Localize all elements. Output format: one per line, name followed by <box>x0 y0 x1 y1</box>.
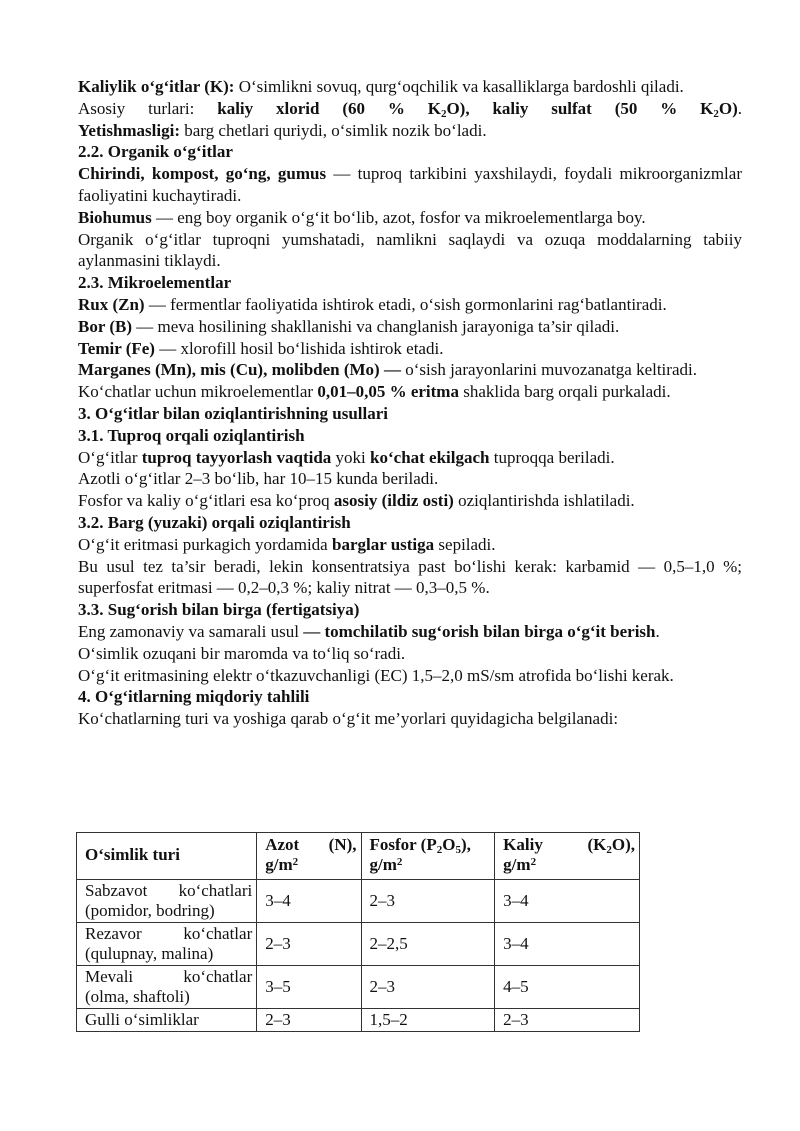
paragraph: O‘g‘it eritmasining elektr o‘tkazuvchanligi (EC) 1,5–2,0 mS/sm atrofida bo‘lishi kerak. <box>78 665 674 685</box>
paragraph: Marganes (Mn), mis (Cu), molibden (Mo) — o‘sish jarayonlarini muvozanatga keltiradi. <box>78 360 697 380</box>
cell-phosphorus: 2–2,5 <box>361 923 495 966</box>
table-row <box>77 880 640 923</box>
cell-plant-type: Rezavor ko‘chatlar (qulupnay, malina) <box>77 923 257 966</box>
cell-phosphorus: 2–3 <box>361 880 495 923</box>
paragraph: Chirindi, kompost, go‘ng, gumus — tuproq tarkibini yaxshilaydi, foydali mikroorganizmlar faoliyatini kuchaytiradi. <box>78 164 742 205</box>
table-row <box>77 923 640 966</box>
document-body <box>78 76 742 730</box>
cell-nitrogen: 2–3 <box>257 923 361 966</box>
cell-plant-type: Sabzavot ko‘chatlari (pomidor, bodring) <box>77 880 257 923</box>
paragraph: Bor (B) — meva hosilining shakllanishi va changlanish jarayoniga ta’sir qiladi. <box>78 316 620 336</box>
subsection-heading: 3.1. Tuproq orqali oziqlantirish <box>78 425 305 445</box>
paragraph: Fosfor va kaliy o‘g‘itlari esa ko‘proq asosiy (ildiz osti) oziqlantirishda ishlatiladi. <box>78 491 635 511</box>
paragraph: Ko‘chatlarning turi va yoshiga qarab o‘g‘it me’yorlari quyidagicha belgilanadi: <box>78 709 619 729</box>
cell-phosphorus: 2–3 <box>361 966 495 1009</box>
paragraph: Yetishmasligi: barg chetlari quriydi, o‘simlik nozik bo‘ladi. <box>78 120 487 140</box>
header-phosphorus: Fosfor $(P_2O_5)$, $g/m^2$ <box>361 833 495 880</box>
paragraph: Kaliylik o‘g‘itlar (K): O‘simlikni sovuq, qurg‘oqchilik va kasalliklarga bardoshli qiladi. <box>78 77 684 96</box>
fertilizer-rates-table <box>76 832 640 1032</box>
table-row <box>77 966 640 1009</box>
cell-potassium: 3–4 <box>495 923 640 966</box>
cell-potassium: 2–3 <box>495 1009 640 1032</box>
paragraph: Temir (Fe) — xlorofill hosil bo‘lishida ishtirok etadi. <box>78 338 444 358</box>
paragraph: Organik o‘g‘itlar tuproqni yumshatadi, namlikni saqlaydi va ozuqa moddalarning tabiiy aylanmasini tiklaydi. <box>78 229 742 271</box>
cell-nitrogen: 2–3 <box>257 1009 361 1032</box>
subsection-heading: 3.2. Barg (yuzaki) orqali oziqlantirish <box>78 512 351 532</box>
header-nitrogen: Azot (N), $g/m^2$ <box>257 833 361 880</box>
header-plant-type: O‘simlik turi <box>77 833 257 880</box>
paragraph: Asosiy turlari: kaliy xlorid (60 % $K_2O$), kaliy sulfat (50 % $K_2O$). <box>78 98 742 120</box>
paragraph: Bu usul tez ta’sir beradi, lekin konsentratsiya past bo‘lishi kerak: karbamid — 0,5–1,0 %; superfosfat eritmasi — 0,2–0,3 %; kaliy nitrat — 0,3–0,5 %. <box>78 556 742 598</box>
paragraph: Eng zamonaviy va samarali usul — tomchilatib sug‘orish bilan birga o‘g‘it berish. <box>78 621 660 641</box>
paragraph: Rux (Zn) — fermentlar faoliyatida ishtirok etadi, o‘sish gormonlarini rag‘batlantiradi. <box>78 294 667 314</box>
paragraph: O‘g‘it eritmasi purkagich yordamida barglar ustiga sepiladi. <box>78 534 496 554</box>
cell-nitrogen: 3–5 <box>257 966 361 1009</box>
paragraph: O‘g‘itlar tuproq tayyorlash vaqtida yoki ko‘chat ekilgach tuproqqa beriladi. <box>78 447 615 467</box>
header-potassium: Kaliy $(K_2O)$, $g/m^2$ <box>495 833 640 880</box>
paragraph: Biohumus — eng boy organik o‘g‘it bo‘lib, azot, fosfor va mikroelementlarga boy. <box>78 207 646 227</box>
cell-plant-type: Mevali ko‘chatlar (olma, shaftoli) <box>77 966 257 1009</box>
section-heading: 2.2. Organik o‘g‘itlar <box>78 142 233 162</box>
cell-plant-type: Gulli o‘simliklar <box>77 1009 257 1032</box>
cell-potassium: 4–5 <box>495 966 640 1009</box>
section-heading: 3. O‘g‘itlar bilan oziqlantirishning usullari <box>78 403 388 423</box>
paragraph: Azotli o‘g‘itlar 2–3 bo‘lib, har 10–15 kunda beriladi. <box>78 469 439 489</box>
paragraph: O‘simlik ozuqani bir maromda va to‘liq so‘radi. <box>78 643 406 663</box>
section-heading: 4. O‘g‘itlarning miqdoriy tahlili <box>78 687 310 707</box>
cell-nitrogen: 3–4 <box>257 880 361 923</box>
cell-potassium: 3–4 <box>495 880 640 923</box>
subsection-heading: 3.3. Sug‘orish bilan birga (fertigatsiya) <box>78 600 360 620</box>
cell-phosphorus: 1,5–2 <box>361 1009 495 1032</box>
paragraph: Ko‘chatlar uchun mikroelementlar 0,01–0,05 % eritma shaklida barg orqali purkaladi. <box>78 382 671 402</box>
section-heading: 2.3. Mikroelementlar <box>78 273 232 293</box>
table-row <box>77 1009 640 1032</box>
table-header-row <box>77 833 640 880</box>
